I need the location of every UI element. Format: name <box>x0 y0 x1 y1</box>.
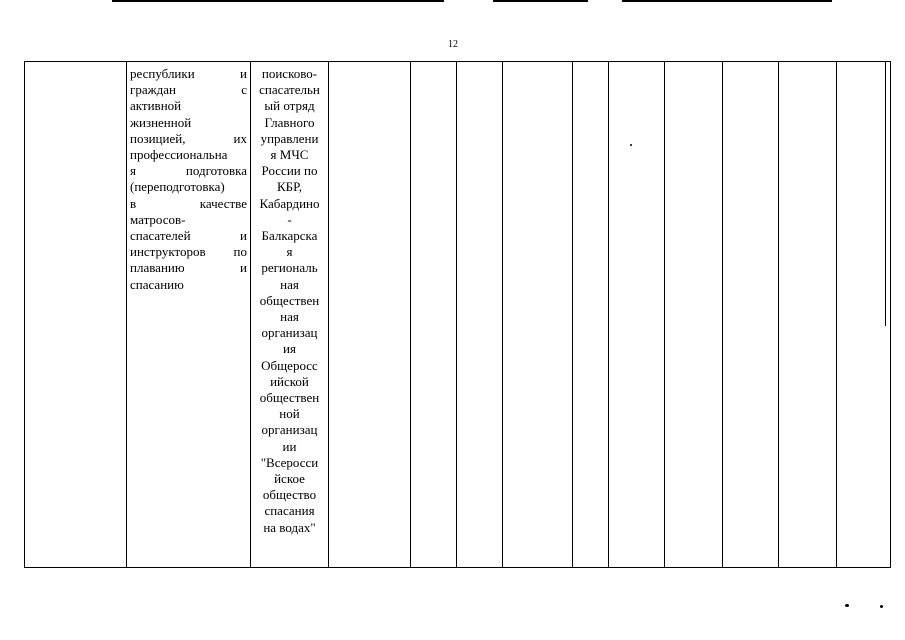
table-cell-empty <box>25 62 127 568</box>
cell-text-line: организац <box>261 422 318 438</box>
cell-text-line: ый отряд <box>264 98 315 114</box>
cell-text-line: я <box>286 244 293 260</box>
cell-text-line: жизненной <box>130 114 192 130</box>
cell-text-line: ия <box>283 341 296 357</box>
cell-text-line: региональ <box>261 260 318 276</box>
cell-text-line: спасательн <box>259 82 320 98</box>
table-cut-edge <box>885 61 886 326</box>
table-cell-organization <box>251 62 329 568</box>
table-cell-empty <box>723 62 779 568</box>
cell-text-line: поисково- <box>261 66 318 81</box>
cell-text-line: Главного <box>264 114 315 130</box>
cell-text-line: граждан с <box>130 82 247 98</box>
scan-speck <box>880 605 883 608</box>
cell-text-line: ии <box>282 438 297 454</box>
cell-text-line: плаванию и <box>130 260 247 276</box>
cell-text-line: России по <box>261 163 318 179</box>
cell-text-line: - <box>287 211 292 227</box>
cell-text-line: КБР, <box>277 179 302 195</box>
table-cell-empty <box>779 62 837 568</box>
cell-text-line: ная <box>280 309 299 325</box>
cell-text-line: в качестве <box>130 195 247 211</box>
cell-text-line: профессиональна <box>130 147 228 163</box>
cell-text-line: Общеросс <box>261 357 318 373</box>
cell-text-line: на водах" <box>263 519 316 535</box>
cell-text-line: Балкарска <box>261 228 318 244</box>
scan-top-line-right <box>622 0 832 2</box>
cell-text-line: организац <box>261 325 318 341</box>
cell-text-line: я подготовка <box>130 163 247 179</box>
scan-top-line-left <box>112 0 444 2</box>
cell-text-line: обществен <box>259 390 320 406</box>
table-cell-empty <box>837 62 891 568</box>
cell-text-line: спасанию <box>130 276 184 292</box>
cell-text-line: Кабардино <box>259 195 320 211</box>
page-number: 12 <box>448 39 458 50</box>
cell-text-line: обществен <box>259 292 320 308</box>
cell-text-line: "Всеросси <box>260 454 319 470</box>
cell-text-line: управлени <box>260 130 319 146</box>
table-cell-empty <box>457 62 503 568</box>
table-cell-empty <box>665 62 723 568</box>
cell-text-line: республики и <box>130 66 247 81</box>
cell-text-line: активной <box>130 98 182 114</box>
table-cell-empty <box>573 62 609 568</box>
cell-text-line: позицией, их <box>130 130 247 146</box>
table-cell-description <box>127 62 251 568</box>
cell-text-line: спасателей и <box>130 228 247 244</box>
cell-text-line: матросов- <box>130 211 186 227</box>
cell-text-line: ийской <box>270 373 309 389</box>
cell-text-line: ная <box>280 276 299 292</box>
table-cut-tick <box>875 61 885 62</box>
cell-text-line: йское <box>274 471 305 487</box>
document-table <box>24 61 891 568</box>
scan-speck <box>845 604 849 607</box>
cell-text-line: я МЧС <box>270 147 309 163</box>
table-cell-empty <box>609 62 665 568</box>
table-cell-empty <box>503 62 573 568</box>
cell-text-line: (переподготовка) <box>130 179 225 195</box>
cell-text-line: спасания <box>264 503 315 519</box>
table-cell-empty <box>411 62 457 568</box>
scan-speck <box>630 144 632 146</box>
cell-text-line: инструкторов по <box>130 244 247 260</box>
table-row <box>25 62 891 568</box>
cell-text-line: общество <box>262 487 317 503</box>
data-table <box>24 61 891 568</box>
table-cell-empty <box>329 62 411 568</box>
cell-text-line: ной <box>279 406 300 422</box>
scan-top-line-middle <box>493 0 588 2</box>
